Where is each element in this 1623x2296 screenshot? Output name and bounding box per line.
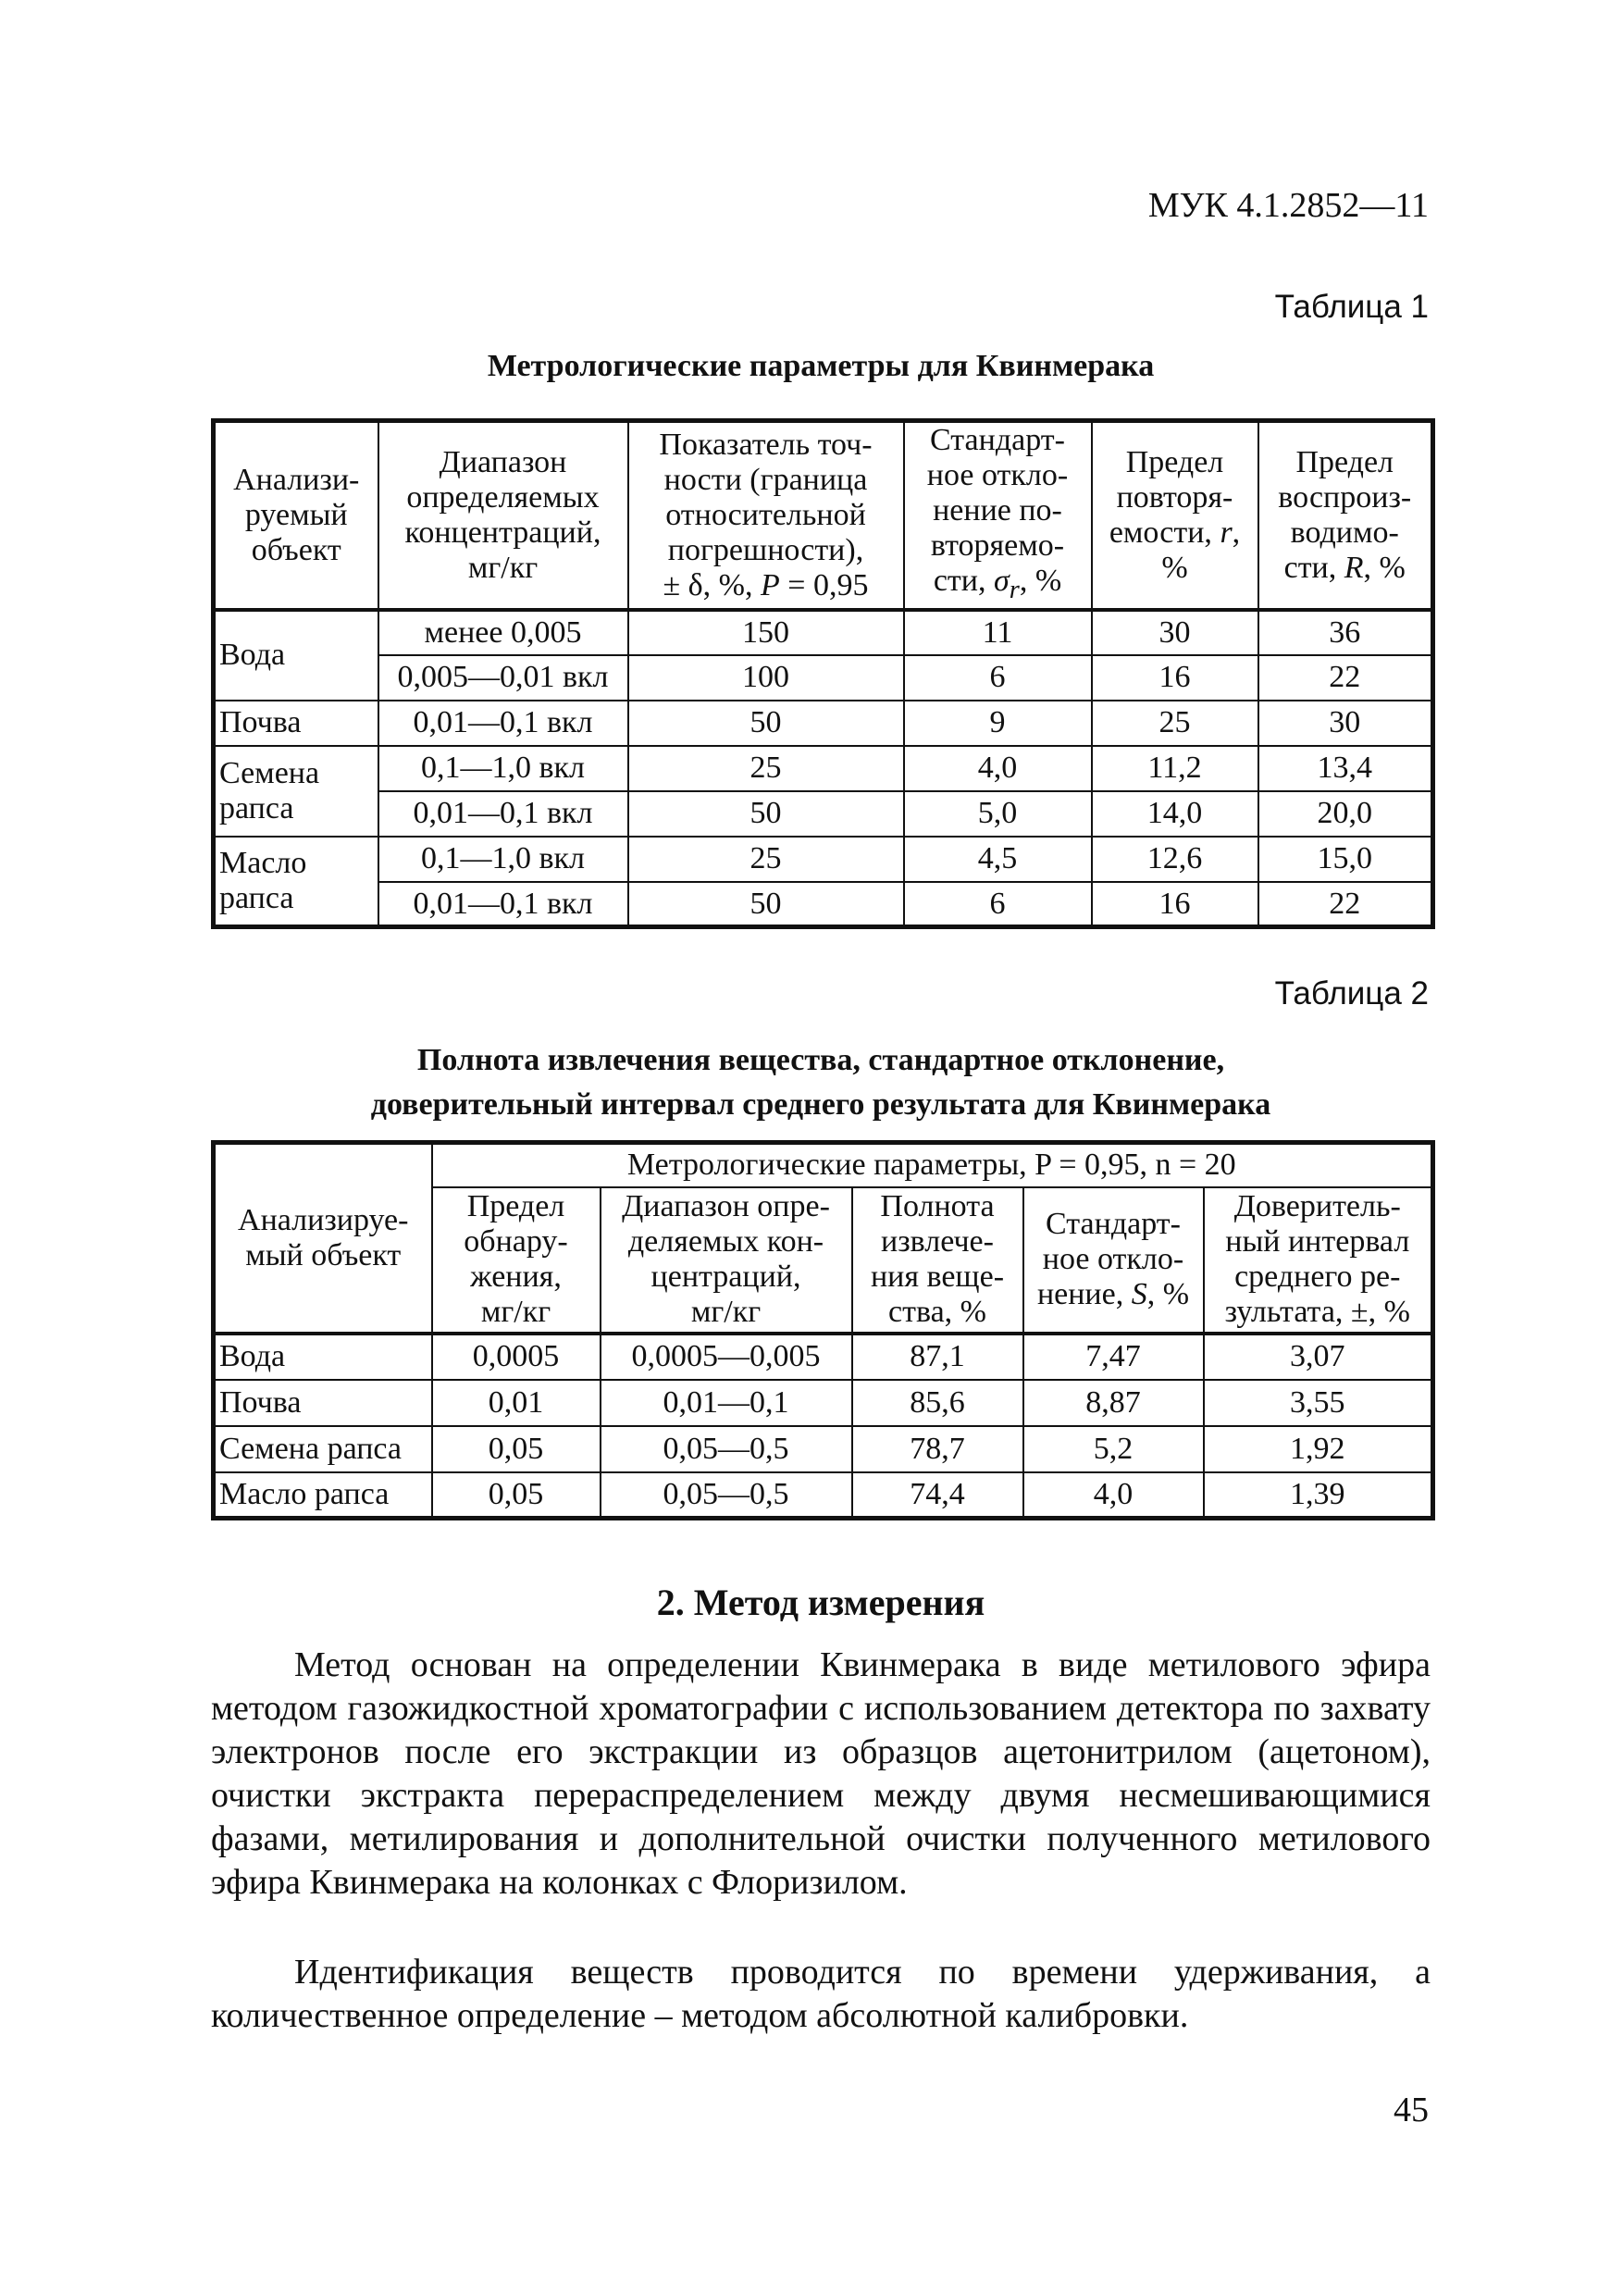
table1-title: Метрологические параметры для Квинмерака [487,349,1155,383]
accuracy-cell: 50 [628,882,904,927]
sd-cell: 4,0 [1023,1472,1204,1519]
accuracy-cell: 25 [628,837,904,882]
section-title: 2. Метод измерения [656,1582,985,1623]
range-cell: 0,01—0,1 [601,1380,852,1426]
table-row [214,837,1433,882]
object-cell: Семена рапса [214,746,378,837]
page-number: 45 [1394,2091,1429,2129]
table2-title: Полнота извлечения вещества, стандартное отклонение, доверительный интервал среднего результата для Квинмерака [370,1043,1271,1122]
lod-cell: 0,01 [432,1380,601,1426]
sd-cell: 6 [904,882,1092,927]
range-cell: 0,0005—0,005 [601,1334,852,1380]
range-cell: 0,1—1,0 вкл [378,746,628,791]
range-cell: 0,01—0,1 вкл [378,882,628,927]
sd-cell: 11 [904,610,1092,655]
table2-header-sd: Стандарт- ное откло- нение, S, % [1023,1187,1204,1334]
recovery-cell: 85,6 [852,1380,1023,1426]
table-row [214,701,1433,746]
reproducibility-cell: 20,0 [1258,791,1433,837]
table-row [214,610,1433,655]
metrology-table-1 [211,418,1435,929]
accuracy-cell: 50 [628,791,904,837]
reproducibility-cell: 22 [1258,882,1433,927]
ci-cell: 1,39 [1204,1472,1433,1519]
table1-header-range: Диапазон определяемых концентраций, мг/кг [378,421,628,610]
repeatability-cell: 11,2 [1092,746,1258,791]
table-row [214,746,1433,791]
sd-cell: 9 [904,701,1092,746]
range-cell: 0,01—0,1 вкл [378,701,628,746]
recovery-cell: 74,4 [852,1472,1023,1519]
table2-group-header: Метрологические параметры, P = 0,95, n = 20 [432,1143,1433,1187]
range-cell: 0,1—1,0 вкл [378,837,628,882]
paragraph-text: Идентификация веществ проводится по времени удерживания, а количественное определение – методом абсолютной калибровки. [211,1953,1431,2035]
section-paragraph-2 [211,1951,1431,2038]
object-cell: Почва [214,1380,432,1426]
reproducibility-cell: 30 [1258,701,1433,746]
document-code: МУК 4.1.2852—11 [1147,186,1429,225]
table-row [214,655,1433,701]
reproducibility-cell: 22 [1258,655,1433,701]
object-cell: Масло рапса [214,1472,432,1519]
table1-header-row [214,421,1433,610]
sd-cell: 4,0 [904,746,1092,791]
recovery-cell: 78,7 [852,1426,1023,1472]
table2-header-object: Анализируе- мый объект [214,1143,432,1334]
table1-header-accuracy: Показатель точ- ности (граница относительной погрешности), ± δ, %, P = 0,95 [628,421,904,610]
accuracy-cell: 25 [628,746,904,791]
ci-cell: 1,92 [1204,1426,1433,1472]
table-row [214,791,1433,837]
object-cell: Вода [214,610,378,701]
object-cell: Вода [214,1334,432,1380]
range-cell: 0,01—0,1 вкл [378,791,628,837]
metrology-table-2 [211,1140,1435,1520]
sd-cell: 7,47 [1023,1334,1204,1380]
table2-header-recovery: Полнота извлече- ния веще- ства, % [852,1187,1023,1334]
lod-cell: 0,0005 [432,1334,601,1380]
sd-cell: 5,0 [904,791,1092,837]
object-cell: Масло рапса [214,837,378,927]
range-cell: менее 0,005 [378,610,628,655]
table2-header-range: Диапазон опре- деляемых кон- центраций, мг/кг [601,1187,852,1334]
sd-cell: 4,5 [904,837,1092,882]
recovery-cell: 87,1 [852,1334,1023,1380]
repeatability-cell: 16 [1092,655,1258,701]
paragraph-text: Метод основан на определении Квинмерака в виде метилового эфира методом газожидкостной хроматографии с использованием детектора по захвату электронов после его экстракции из образцов ацетонитрилом (ацетоном), очистки экстракта перераспределением между двумя несмешивающимися фазами, метилирования и дополнительной очистки полученного метилового эфира Квинмерака на колонках с Флоризилом. [211,1645,1431,1902]
lod-cell: 0,05 [432,1426,601,1472]
object-cell: Семена рапса [214,1426,432,1472]
range-cell: 0,05—0,5 [601,1426,852,1472]
table1-header-repeatability: Предел повторя- емости, r, % [1092,421,1258,610]
section-paragraph-1 [211,1644,1431,1905]
accuracy-cell: 150 [628,610,904,655]
lod-cell: 0,05 [432,1472,601,1519]
table-row [214,1380,1433,1426]
range-cell: 0,005—0,01 вкл [378,655,628,701]
ci-cell: 3,07 [1204,1334,1433,1380]
table2-header-lod: Предел обнару- жения, мг/кг [432,1187,601,1334]
table2-group-header-row [214,1143,1433,1187]
reproducibility-cell: 13,4 [1258,746,1433,791]
repeatability-cell: 16 [1092,882,1258,927]
table-row [214,1472,1433,1519]
sd-cell: 5,2 [1023,1426,1204,1472]
table-row [214,1334,1433,1380]
accuracy-cell: 50 [628,701,904,746]
reproducibility-cell: 15,0 [1258,837,1433,882]
range-cell: 0,05—0,5 [601,1472,852,1519]
sd-cell: 6 [904,655,1092,701]
table1-caption: Таблица 1 [1274,289,1429,325]
table1-header-sd: Стандарт- ное откло- нение по- вторяемо- сти, $\sigma_r$, % [904,421,1092,610]
repeatability-cell: 12,6 [1092,837,1258,882]
repeatability-cell: 25 [1092,701,1258,746]
repeatability-cell: 14,0 [1092,791,1258,837]
table-row [214,882,1433,927]
table-row [214,1426,1433,1472]
table2-header-ci: Доверитель- ный интервал среднего ре- зультата, ±, % [1204,1187,1433,1334]
table1-header-reproducibility: Предел воспроиз- водимо- сти, R, % [1258,421,1433,610]
reproducibility-cell: 36 [1258,610,1433,655]
sd-cell: 8,87 [1023,1380,1204,1426]
object-cell: Почва [214,701,378,746]
table2-caption: Таблица 2 [1274,975,1429,1011]
table1-header-object: Анализи- руемый объект [214,421,378,610]
ci-cell: 3,55 [1204,1380,1433,1426]
repeatability-cell: 30 [1092,610,1258,655]
accuracy-cell: 100 [628,655,904,701]
